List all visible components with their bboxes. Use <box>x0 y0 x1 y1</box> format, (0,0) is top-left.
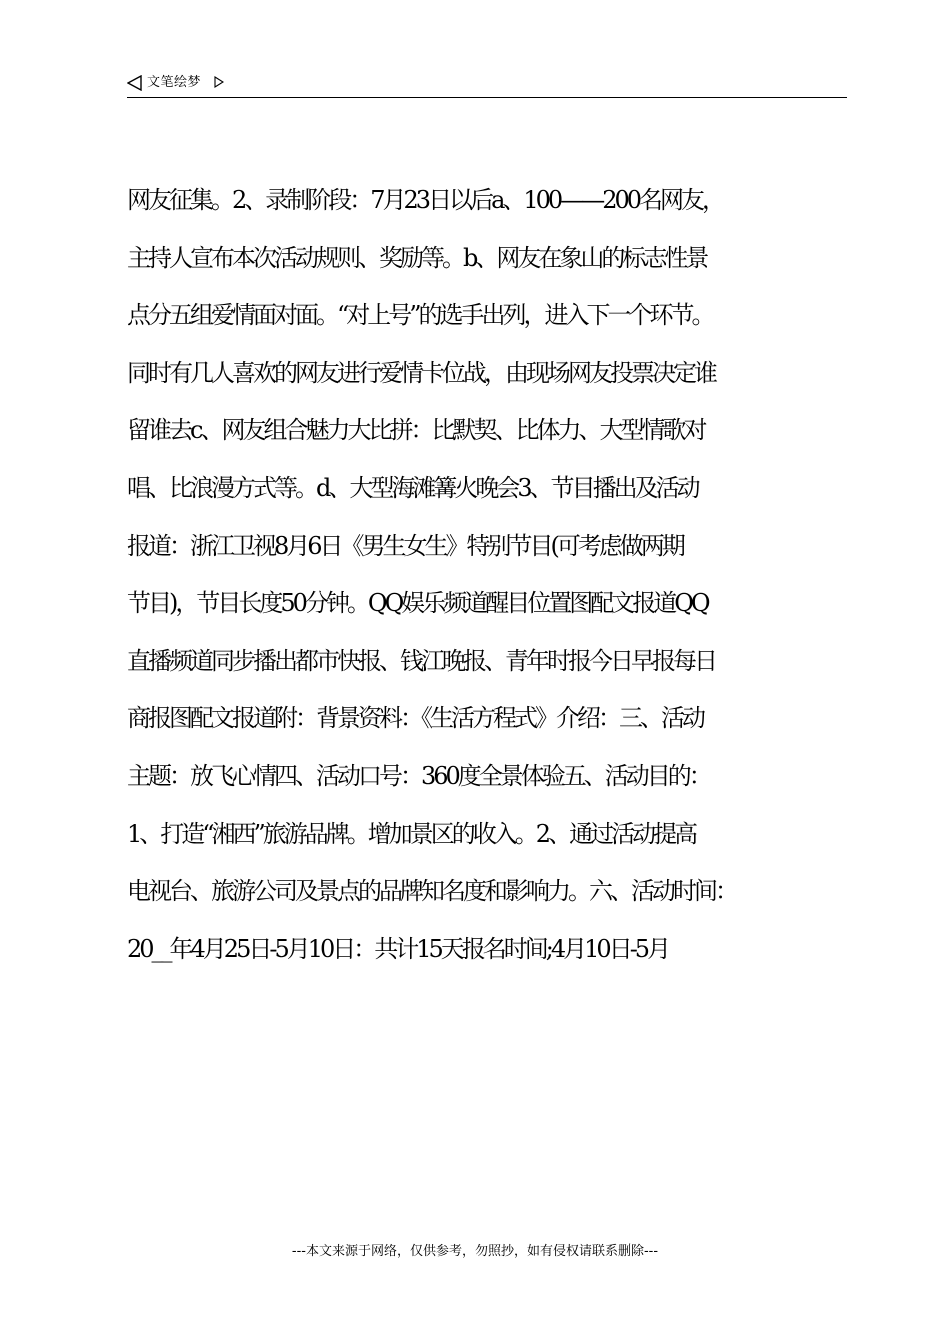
body-line: 20__年4月25日-5月10日：共计15天报名时间;4月10日-5月 <box>127 934 669 963</box>
body-line: 电视台、旅游公司及景点的品牌知名度和影响力。六、活动时间： <box>127 877 736 906</box>
body-line: 点分五组爱情面对面。“对上号”的选手出列，进入下一个环节。 <box>127 301 713 330</box>
body-line: 1、打造“湘西”旅游品牌。增加景区的收入。2、通过活动提高 <box>127 819 696 848</box>
body-line: 报道：浙江卫视8月6日《男生女生》特别节目(可考虑做两期 <box>127 531 683 560</box>
document-body <box>127 172 867 978</box>
body-line: 直播频道同步播出都市快报、钱江晚报、青年时报今日早报每日 <box>127 646 715 675</box>
body-line: 主持人宣布本次活动规则、奖励等。b、网友在象山的标志性景 <box>127 243 707 272</box>
right-triangle-icon <box>214 76 224 88</box>
body-line: 主题：放飞心情四、活动口号：360度全景体验五、活动目的： <box>127 761 710 790</box>
header-title: 文笔绘梦 <box>147 75 202 90</box>
body-line: 商报图配文报道附：背景资料：《生活方程式》介绍：三、活动 <box>127 704 703 733</box>
body-line: 唱、比浪漫方式等。d、大型海滩篝火晚会3、节目播出及活动 <box>127 473 698 502</box>
body-line: 网友征集。2、录制阶段：7月23日以后a、100——200名网友， <box>127 186 724 214</box>
body-line: 节目)，节目长度50分钟。QQ娱乐频道醒目位置图配文报道QQ <box>127 589 708 618</box>
page-footer-disclaimer: ---本文来源于网络，仅供参考，勿照抄，如有侵权请联系删除--- <box>291 1244 659 1259</box>
body-line: 留谁去c、网友组合魅力大比拼：比默契、比体力、大型情歌对 <box>127 416 705 445</box>
page-header <box>127 72 847 98</box>
body-line: 同时有几人喜欢的网友进行爱情卡位战，由现场网友投票决定谁 <box>127 358 715 387</box>
header-divider <box>127 97 847 98</box>
